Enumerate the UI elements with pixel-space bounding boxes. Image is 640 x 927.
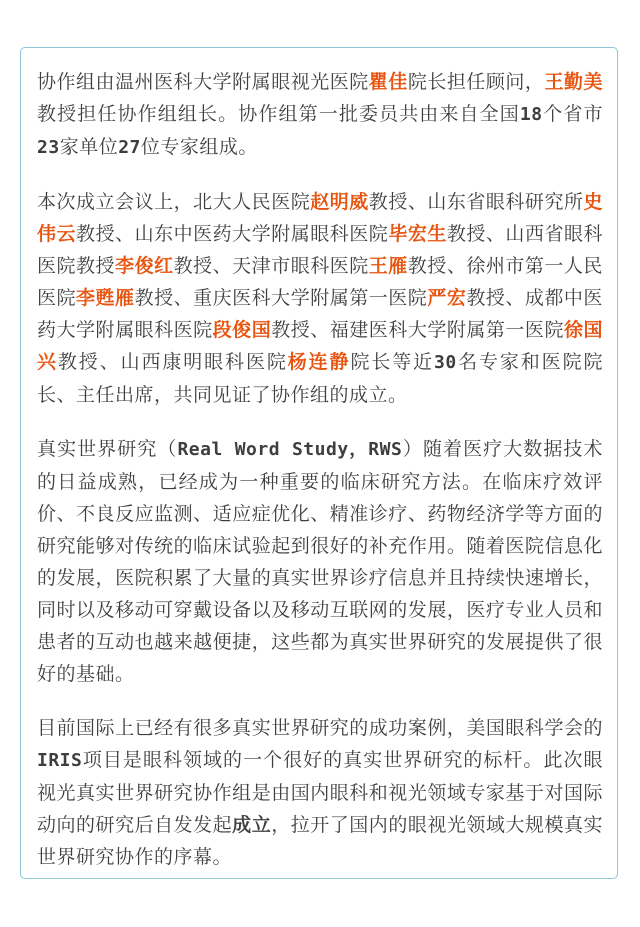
highlighted-name: 瞿佳: [368, 71, 408, 93]
highlighted-name: 史伟云: [37, 191, 603, 245]
text-segment: 教授、福建医科大学附属第一医院: [271, 319, 564, 341]
paragraph-leadership: [37, 66, 603, 164]
text-segment: ）随着医疗大数据技术的日益成熟，已经成为一种重要的临床研究方法。在临床疗效评价、不良反应监测、适应症优化、精准诊疗、药物经济学等方面的研究能够对传统的临床试验起到很好的补充作用。随着医院信息化的发展，医院积累了大量的真实世界诊疗信息并且持续快速增长，同时以及移动可穿戴设备以及移动互联网的发展，医疗专业人员和患者的互动也越来越便捷，这些都为真实世界研究的发展提供了很好的基础。: [37, 438, 603, 685]
text-segment: 教授、天津市眼科医院: [173, 255, 369, 277]
text-segment: 教授、山东省眼科研究所: [368, 191, 584, 213]
number-text: 18: [519, 104, 543, 125]
text-segment: 教授、山东中医药大学附属眼科医院: [76, 223, 389, 245]
text-segment: 协作组由温州医科大学附属眼视光医院: [37, 71, 369, 93]
text-segment: 项目是眼科领域的一个很好的真实世界研究的标杆。此次眼视光真实世界研究协作组是由国内眼科和视光领域专家基于对国际动向的研究后自发发起: [37, 749, 603, 836]
text-segment: 家单位: [59, 136, 119, 158]
text-segment: 教授、徐州市第一人民医院: [37, 255, 603, 309]
text-segment: 教授、山西康明眼科医院: [57, 351, 288, 373]
text-segment: 位专家组成。: [140, 136, 258, 158]
highlighted-name: 李甦雁: [76, 287, 135, 309]
text-segment: 教授担任协作组组长。协作组第一批委员共由来自全国: [37, 103, 520, 125]
text-segment: 真实世界研究（: [37, 438, 178, 460]
article-card: [20, 47, 618, 879]
number-text: IRIS: [37, 750, 83, 771]
number-text: 23: [37, 137, 60, 158]
text-segment: 本次成立会议上，北大人民医院: [37, 191, 311, 213]
text-segment: 名专家和医院院长、主任出席，共同见证了协作组的成立。: [37, 351, 603, 406]
paragraph-international-context: [37, 712, 603, 873]
paragraph-meeting-attendees: [37, 186, 603, 411]
number-text: Real Word Study，RWS: [177, 439, 403, 460]
text-segment: 教授、成都中医药大学附属眼科医院: [37, 287, 603, 341]
highlighted-name: 徐国兴: [37, 319, 603, 373]
highlighted-name: 杨连静: [287, 351, 351, 373]
text-segment: 院长等近: [350, 351, 435, 373]
text-segment: 个省市: [542, 103, 603, 125]
highlighted-name: 严宏: [427, 287, 467, 309]
highlighted-name: 王勤美: [544, 71, 603, 93]
text-segment: 院长担任顾问，: [407, 71, 545, 93]
text-segment: 教授、山西省眼科医院教授: [37, 223, 603, 277]
text-segment: 目前国际上已经有很多真实世界研究的成功案例，美国眼科学会的: [37, 717, 603, 739]
highlighted-name: 李俊红: [115, 255, 174, 277]
paragraph-rws-intro: [37, 433, 603, 690]
highlighted-name: 赵明威: [310, 191, 369, 213]
highlighted-name: 毕宏生: [388, 223, 447, 245]
bold-text: 成立: [232, 814, 272, 836]
text-segment: ，拉开了国内的眼视光领域大规模真实世界研究协作的序幕。: [37, 814, 603, 868]
highlighted-name: 段俊国: [212, 319, 272, 341]
number-text: 30: [434, 352, 457, 373]
highlighted-name: 王雁: [368, 255, 408, 277]
number-text: 27: [118, 137, 141, 158]
text-segment: 教授、重庆医科大学附属第一医院: [134, 287, 428, 309]
